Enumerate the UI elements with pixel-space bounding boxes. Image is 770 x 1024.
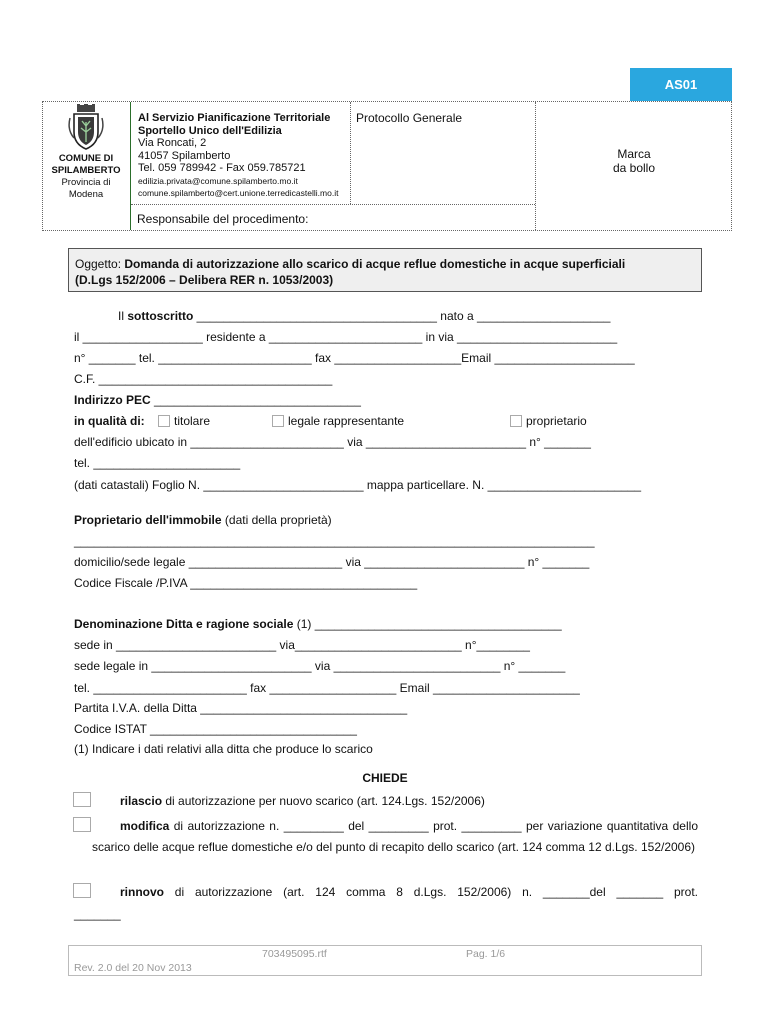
checkbox-modifica[interactable] [73, 817, 91, 832]
municipality-line1: COMUNE DI [58, 153, 114, 164]
province-line1: Provincia di [61, 177, 111, 188]
document-code-badge [630, 68, 732, 101]
birth-residence-line[interactable]: il __________________ residente a _______________________ in via ________________________ [74, 330, 618, 344]
owner-heading [74, 513, 332, 527]
checkbox-icon[interactable] [510, 415, 522, 427]
office-line2: Sportello Unico dell'Edilizia [138, 124, 282, 137]
option-rilascio-label: rilascio [120, 794, 163, 808]
firm-contact-line[interactable]: tel. _______________________ fax ___________________ Email ______________________ [74, 681, 580, 695]
firm-name-field: (1) _____________________________________ [293, 617, 562, 631]
owner-address-line[interactable]: domicilio/sede legale _______________________ via ________________________ n° _______ [74, 555, 590, 569]
office-line5: Tel. 059 789942 - Fax 059.785721 [138, 162, 306, 174]
checkbox-legale-rappresentante[interactable] [272, 414, 404, 428]
header-separator-1 [350, 102, 351, 204]
office-line4: 41057 Spilamberto [138, 149, 231, 162]
office-line1: Al Servizio Pianificazione Territoriale [138, 112, 331, 124]
office-email: edilizia.privata@comune.spilamberto.mo.it [138, 175, 298, 186]
footer-page-number: Pag. 1/6 [466, 948, 506, 960]
building-phone-line[interactable]: tel. ______________________ [74, 456, 241, 470]
checkbox-rilascio[interactable] [73, 792, 91, 807]
owner-subtitle: (dati della proprietà) [221, 513, 332, 527]
subject-reference: (D.Lgs 152/2006 – Delibera RER n. 1053/2003) [75, 273, 334, 287]
firm-heading[interactable] [74, 617, 562, 631]
text: ____________________________________ nato a ____________________ [193, 309, 611, 323]
contact-line[interactable]: n° _______ tel. _______________________ fax ___________________Email _____________________ [74, 351, 635, 365]
checkbox-proprietario[interactable] [510, 414, 587, 428]
option-rinnovo-tail[interactable]: _______ [74, 907, 121, 921]
pec-field: _______________________________ [150, 393, 361, 407]
text: Il [118, 309, 128, 323]
option-modifica-label: modifica [120, 819, 170, 833]
istat-code-line[interactable]: Codice ISTAT _______________________________ [74, 722, 357, 736]
office-line3: Via Roncati, 2 [138, 137, 207, 149]
firm-vat-line[interactable]: Partita I.V.A. della Ditta _______________________________ [74, 701, 408, 715]
municipality-line2: SPILAMBERTO [51, 165, 121, 176]
subject-label: Oggetto: [75, 257, 122, 271]
municipality-coat-of-arms-icon [66, 104, 106, 150]
option-label: titolare [174, 414, 211, 428]
request-heading: CHIEDE [362, 771, 408, 785]
document-code: AS01 [664, 77, 698, 92]
responsible-label: Responsabile del procedimento: [137, 212, 309, 226]
option-label: legale rappresentante [288, 414, 405, 428]
option-label: proprietario [526, 414, 587, 428]
footer-revision: Rev. 2.0 del 20 Nov 2013 [74, 962, 192, 974]
subject-box [68, 248, 702, 292]
office-pec: comune.spilamberto@cert.unione.terredicastelli.mo.it [138, 187, 339, 198]
municipality-block [43, 102, 129, 230]
firm-seat-line[interactable]: sede in ________________________ via_________________________ n°________ [74, 638, 530, 652]
header-divider [131, 204, 535, 205]
option-rinnovo [120, 885, 698, 899]
owner-title: Proprietario dell'immobile [74, 513, 222, 527]
owner-name-line[interactable]: ______________________________________________________________________________ [74, 534, 595, 548]
option-rinnovo-text: di autorizzazione (art. 124 comma 8 d.Lgs. 152/2006) n. _______del _______ prot. [164, 885, 698, 899]
option-modifica [92, 816, 698, 858]
checkbox-rinnovo[interactable] [73, 883, 91, 898]
footnote: (1) Indicare i dati relativi alla ditta che produce lo scarico [74, 742, 373, 756]
pec-line[interactable] [74, 393, 361, 407]
stamp-line2: da bollo [612, 161, 656, 175]
stamp-line1: Marca [617, 147, 651, 161]
tax-code-line[interactable]: C.F. ___________________________________ [74, 372, 333, 386]
option-rilascio-text: di autorizzazione per nuovo scarico (art. 124.Lgs. 152/2006) [162, 794, 485, 808]
capacity-line [74, 414, 145, 428]
revenue-stamp-area [536, 147, 732, 175]
cadastral-line[interactable]: (dati catastali) Foglio N. ________________________ mappa particellare. N. _______________________ [74, 478, 642, 492]
applicant-line[interactable] [118, 309, 610, 323]
option-rilascio [120, 794, 485, 808]
capacity-label: in qualità di: [74, 414, 145, 428]
option-modifica-text: di autorizzazione n. _________ del _________ prot. _________ per variazione quantitativa dello scarico delle acque reflue domestiche e/o del punto di recapito dello scarico (art. 124 comma 12 d.Lgs. 152/2006) [92, 819, 698, 854]
header-separator-green [130, 102, 131, 230]
office-address-block [138, 112, 338, 199]
applicant-label: sottoscritto [127, 309, 194, 323]
footer-filename: 703495095.rtf [262, 948, 327, 960]
province-line2: Modena [68, 189, 104, 200]
owner-tax-line[interactable]: Codice Fiscale /P.IVA __________________________________ [74, 576, 418, 590]
firm-legal-seat-line[interactable]: sede legale in ________________________ via _________________________ n° _______ [74, 659, 566, 673]
checkbox-icon[interactable] [272, 415, 284, 427]
checkbox-icon[interactable] [158, 415, 170, 427]
option-rinnovo-label: rinnovo [120, 885, 164, 899]
building-location-line[interactable]: dell'edificio ubicato in _______________________ via ________________________ n° _______ [74, 435, 591, 449]
firm-title: Denominazione Ditta e ragione sociale [74, 617, 294, 631]
checkbox-titolare[interactable] [158, 414, 210, 428]
pec-label: Indirizzo PEC [74, 393, 151, 407]
subject-title: Domanda di autorizzazione allo scarico di acque reflue domestiche in acque superficiali [124, 257, 626, 271]
protocol-label: Protocollo Generale [356, 111, 463, 125]
